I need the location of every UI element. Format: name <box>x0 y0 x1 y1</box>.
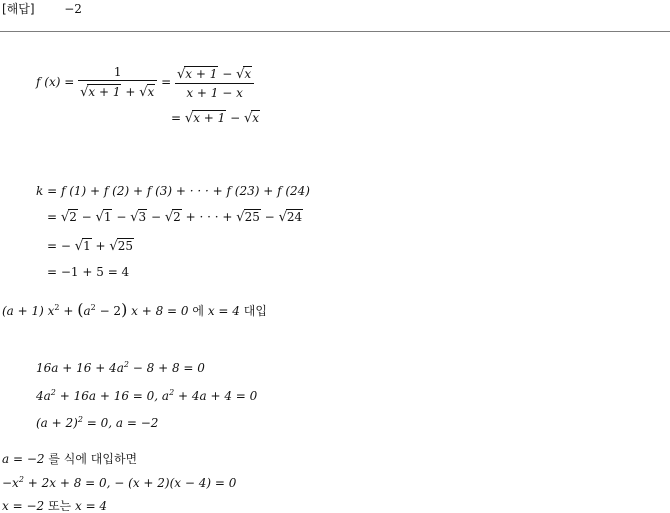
exponent: 2 <box>54 303 60 312</box>
sqrt-term: 1 <box>83 239 91 253</box>
expr-part: x + 8 = 0 <box>131 304 189 318</box>
header-divider <box>0 31 670 32</box>
expr-part: = 0, a = −2 <box>86 416 159 430</box>
operator: − <box>150 210 162 224</box>
fx-frac2-numerator: √x + 1 − √x <box>177 67 252 82</box>
expr-part: (a + 1) x <box>2 304 55 318</box>
sqrt-x-plus-1: x + 1 <box>193 111 226 125</box>
sqrt-x-plus-1: x + 1 <box>185 67 218 81</box>
fx-lhs: f (x) = <box>36 75 75 89</box>
fx-frac1-denominator: √x + 1 + √x <box>78 80 157 99</box>
exponent: 2 <box>123 360 129 369</box>
expr-part: + 16a + 16 = 0, a <box>59 389 170 403</box>
answer-heading <box>2 3 82 15</box>
expr-part: 16a + 16 + 4a <box>36 361 124 375</box>
expr-part: −x <box>2 476 19 490</box>
equals-sign: = <box>47 210 58 224</box>
operator: − <box>116 210 127 224</box>
final-line-1 <box>2 453 137 465</box>
k-sum-line2: = √2 − √1 − √3 − √2 + · · · + √25 − √24 <box>47 210 303 225</box>
k-sum-line4: = −1 + 5 = 4 <box>47 265 130 279</box>
sqrt-term: 25 <box>117 239 133 253</box>
k-sum-line1: k = f (1) + f (2) + f (3) + · · · + f (23) + f (24) <box>36 184 310 198</box>
plus-sign: + <box>63 304 74 318</box>
sqrt-term: 2 <box>173 210 181 224</box>
sqrt-term: 24 <box>286 210 303 224</box>
expr-part: (a + 2) <box>36 416 78 430</box>
var-a: a <box>83 304 91 318</box>
operator: − <box>264 210 275 224</box>
minus-sign: − <box>222 67 233 81</box>
sqrt-term: 25 <box>244 210 260 224</box>
exponent: 2 <box>18 475 24 484</box>
plus-sign: + <box>95 239 106 253</box>
sqrt-x: x <box>252 111 260 125</box>
korean-text: 대입 <box>243 304 267 318</box>
equals-minus: = − <box>47 239 71 253</box>
korean-text: 에 <box>192 304 204 318</box>
answer-label: [해답] <box>2 2 35 16</box>
sqrt-x: x <box>244 67 252 81</box>
equals-sign: = <box>161 75 172 89</box>
expr-part: 4a <box>36 389 51 403</box>
fx-fraction-2 <box>175 66 254 99</box>
equation-3 <box>36 417 158 429</box>
expr-part: + 4a + 4 = 0 <box>178 389 258 403</box>
k-sum-line3: = − √1 + √25 <box>47 239 133 254</box>
fx-equation-line2: = √x + 1 − √x <box>171 111 260 126</box>
minus-sign: − <box>230 111 241 125</box>
korean-text: 또는 <box>47 499 72 513</box>
exponent: 2 <box>169 388 175 397</box>
sqrt-term: 2 <box>69 210 77 224</box>
fx-frac2-denominator: x + 1 − x <box>175 83 254 99</box>
exponent: 2 <box>90 303 96 312</box>
operator: + · · · + <box>185 210 233 224</box>
final-line-3 <box>2 500 107 512</box>
fx-frac1-numerator: 1 <box>113 65 122 79</box>
korean-text: 를 식에 대입하면 <box>48 452 138 466</box>
sqrt-term: 1 <box>103 210 112 224</box>
expr-part: x = −2 <box>2 499 45 513</box>
expr-part: − 2 <box>99 304 122 318</box>
fx-fraction-1 <box>78 66 157 99</box>
sqrt-term: 3 <box>138 210 147 224</box>
answer-value: −2 <box>64 2 82 16</box>
equation-2 <box>36 390 257 402</box>
plus-sign: + <box>125 85 136 99</box>
exponent: 2 <box>50 388 56 397</box>
sqrt-x: x <box>147 85 155 99</box>
exponent: 2 <box>77 415 83 424</box>
substitution-line: (a + 1) $x^2 + (a^2 - 2) x + 8 = 0$ 에 x = 4 대입 <box>2 300 267 319</box>
sqrt-x-plus-1: x + 1 <box>88 85 121 99</box>
expr-part: − 8 + 8 = 0 <box>132 361 205 375</box>
final-line-2 <box>2 477 236 489</box>
equation-1 <box>36 362 205 374</box>
expr-part: x = 4 <box>207 304 240 318</box>
expr-part: x = 4 <box>74 499 108 513</box>
expr-part: a = −2 <box>2 452 45 466</box>
fx-equation-line1 <box>36 66 254 99</box>
operator: − <box>81 210 92 224</box>
expr-part: + 2x + 8 = 0, − (x + 2)(x − 4) = 0 <box>27 476 237 490</box>
equals-sign: = <box>171 111 182 125</box>
